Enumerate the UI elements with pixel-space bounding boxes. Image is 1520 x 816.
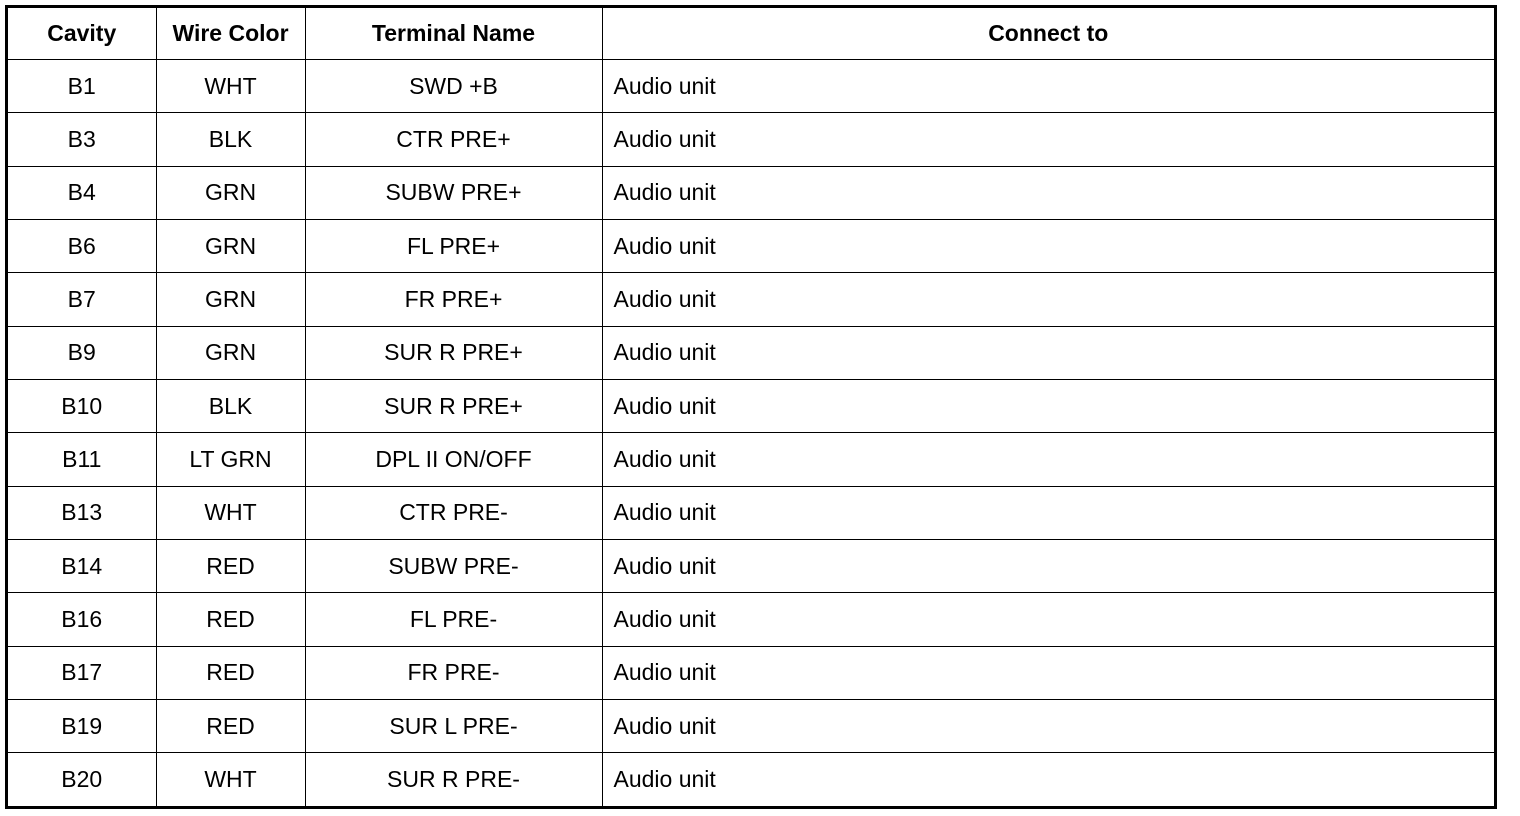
table-row <box>8 433 1494 486</box>
wire-color-cell: RED <box>156 700 305 753</box>
cavity-cell: B7 <box>8 273 156 326</box>
cavity-cell: B19 <box>8 700 156 753</box>
cavity-cell: B17 <box>8 646 156 699</box>
terminal-name-cell: SWD +B <box>305 60 602 113</box>
cavity-cell: B11 <box>8 433 156 486</box>
terminal-name-cell: SUR R PRE- <box>305 753 602 806</box>
header-cavity: Cavity <box>8 8 156 60</box>
wire-color-cell: BLK <box>156 113 305 166</box>
table-row <box>8 113 1494 166</box>
terminal-name-cell: SUR R PRE+ <box>305 380 602 433</box>
terminal-name-cell: SUBW PRE- <box>305 540 602 593</box>
table-row <box>8 700 1494 753</box>
table-row <box>8 220 1494 273</box>
connector-pinout-table <box>8 8 1494 806</box>
connect-to-cell: Audio unit <box>602 593 1494 646</box>
wire-color-cell: LT GRN <box>156 433 305 486</box>
terminal-name-cell: CTR PRE- <box>305 486 602 539</box>
wire-color-cell: RED <box>156 593 305 646</box>
cavity-cell: B9 <box>8 326 156 379</box>
table-header <box>8 8 1494 60</box>
wire-color-cell: BLK <box>156 380 305 433</box>
cavity-cell: B20 <box>8 753 156 806</box>
connect-to-cell: Audio unit <box>602 273 1494 326</box>
wire-color-cell: RED <box>156 540 305 593</box>
table-row <box>8 753 1494 806</box>
header-wire-color: Wire Color <box>156 8 305 60</box>
table-row <box>8 593 1494 646</box>
table-row <box>8 326 1494 379</box>
connect-to-cell: Audio unit <box>602 486 1494 539</box>
header-row <box>8 8 1494 60</box>
connect-to-cell: Audio unit <box>602 540 1494 593</box>
connect-to-cell: Audio unit <box>602 220 1494 273</box>
terminal-name-cell: DPL II ON/OFF <box>305 433 602 486</box>
table-body <box>8 60 1494 807</box>
wire-color-cell: WHT <box>156 486 305 539</box>
table-row <box>8 273 1494 326</box>
header-connect-to: Connect to <box>602 8 1494 60</box>
terminal-name-cell: FR PRE+ <box>305 273 602 326</box>
cavity-cell: B3 <box>8 113 156 166</box>
connector-pinout-table-frame <box>5 5 1497 809</box>
terminal-name-cell: SUR R PRE+ <box>305 326 602 379</box>
connect-to-cell: Audio unit <box>602 166 1494 219</box>
connect-to-cell: Audio unit <box>602 753 1494 806</box>
connect-to-cell: Audio unit <box>602 700 1494 753</box>
terminal-name-cell: SUR L PRE- <box>305 700 602 753</box>
connect-to-cell: Audio unit <box>602 646 1494 699</box>
table-row <box>8 380 1494 433</box>
terminal-name-cell: FL PRE- <box>305 593 602 646</box>
header-terminal-name: Terminal Name <box>305 8 602 60</box>
terminal-name-cell: CTR PRE+ <box>305 113 602 166</box>
terminal-name-cell: FR PRE- <box>305 646 602 699</box>
terminal-name-cell: SUBW PRE+ <box>305 166 602 219</box>
connect-to-cell: Audio unit <box>602 326 1494 379</box>
connect-to-cell: Audio unit <box>602 60 1494 113</box>
table-row <box>8 486 1494 539</box>
table-row <box>8 60 1494 113</box>
terminal-name-cell: FL PRE+ <box>305 220 602 273</box>
table-row <box>8 166 1494 219</box>
wire-color-cell: RED <box>156 646 305 699</box>
cavity-cell: B16 <box>8 593 156 646</box>
wire-color-cell: GRN <box>156 166 305 219</box>
connect-to-cell: Audio unit <box>602 380 1494 433</box>
wire-color-cell: GRN <box>156 220 305 273</box>
cavity-cell: B1 <box>8 60 156 113</box>
wire-color-cell: WHT <box>156 60 305 113</box>
table-row <box>8 540 1494 593</box>
wire-color-cell: GRN <box>156 326 305 379</box>
wire-color-cell: WHT <box>156 753 305 806</box>
connect-to-cell: Audio unit <box>602 433 1494 486</box>
connect-to-cell: Audio unit <box>602 113 1494 166</box>
cavity-cell: B6 <box>8 220 156 273</box>
wire-color-cell: GRN <box>156 273 305 326</box>
cavity-cell: B10 <box>8 380 156 433</box>
cavity-cell: B14 <box>8 540 156 593</box>
table-row <box>8 646 1494 699</box>
cavity-cell: B4 <box>8 166 156 219</box>
cavity-cell: B13 <box>8 486 156 539</box>
